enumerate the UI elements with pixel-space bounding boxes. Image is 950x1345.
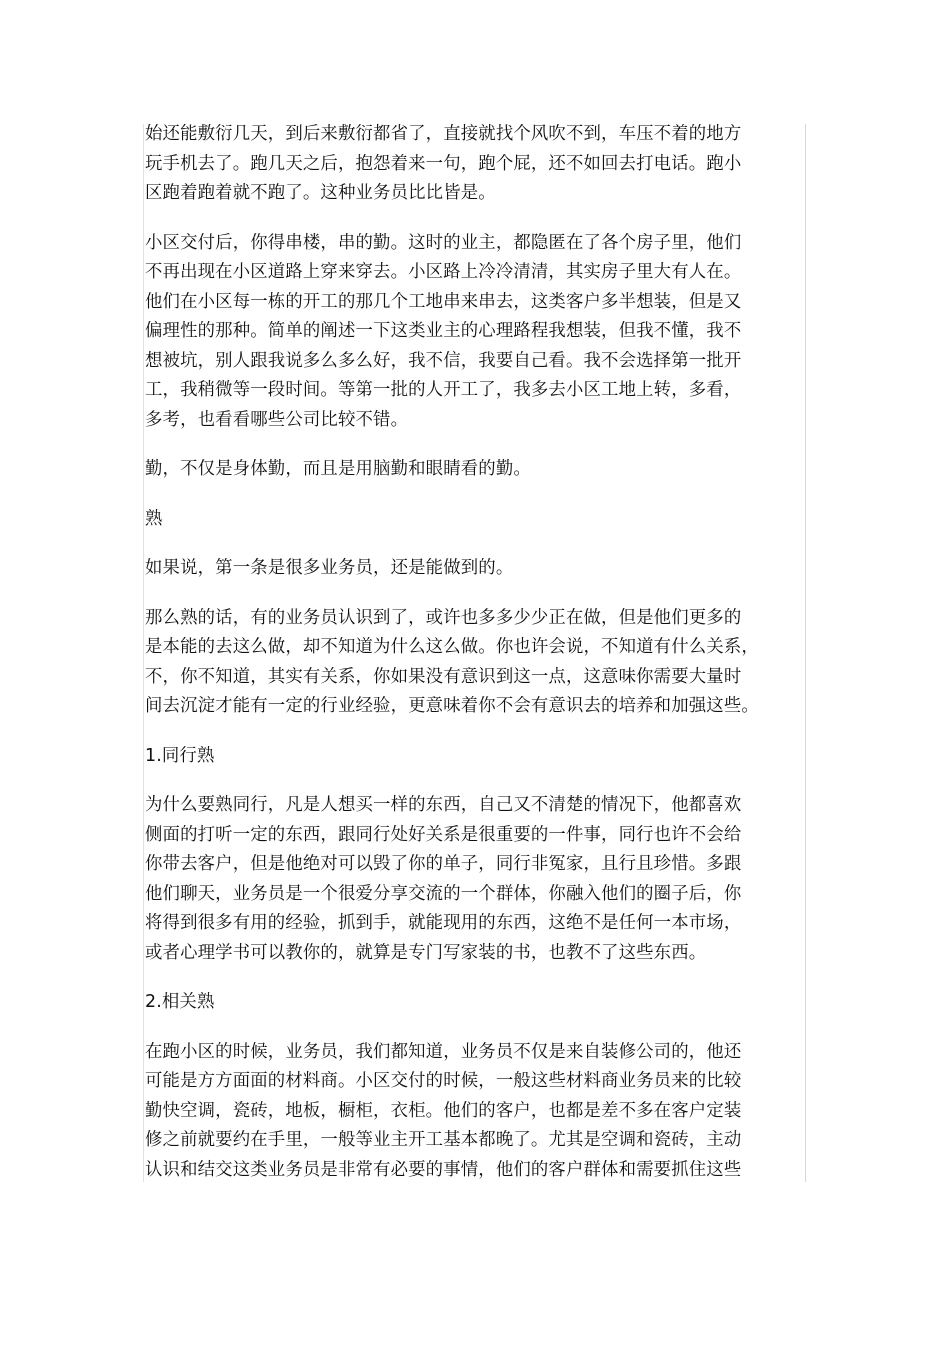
text-line: 侧面的打听一定的东西，跟同行处好关系是很重要的一件事，同行也许不会给	[145, 824, 742, 845]
text-line: 勤快空调，瓷砖，地板，橱柜，衣柜。他们的客户，也都是差不多在客户定装	[145, 1100, 742, 1121]
text-line: 间去沉淀才能有一定的行业经验，更意味着你不会有意识去的培养和加强这些。	[145, 696, 759, 716]
text-line: 勤，不仅是身体勤，而且是用脑勤和眼睛看的勤。	[145, 459, 531, 479]
paragraph	[145, 604, 777, 722]
right-margin-rule	[805, 124, 806, 1182]
text-line: 修之前就要约在手里，一般等业主开工基本都晚了。尤其是空调和瓷砖，主动	[145, 1130, 742, 1150]
text-line: 或者心理学书可以教你的，就算是专门写家装的书，也教不了这些东西。	[145, 942, 707, 963]
text-line: 他们在小区每一栋的开工的那几个工地串来串去，这类客户多半想装，但是又	[145, 291, 742, 312]
section-heading	[145, 988, 777, 1018]
paragraph	[145, 120, 777, 209]
text-line: 在跑小区的时候，业务员，我们都知道，业务员不仅是来自装修公司的，他还	[145, 1041, 742, 1062]
text-line: 那么熟的话，有的业务员认识到了，或许也多多少少正在做，但是他们更多的	[145, 607, 742, 628]
text-line: 偏理性的那种。简单的阐述一下这类业主的心理路程我想装，但我不懂，我不	[145, 321, 742, 341]
text-line: 为什么要熟同行，凡是人想买一样的东西，自己又不清楚的情况下，他都喜欢	[145, 795, 742, 815]
text-line: 想被坑，别人跟我说多么多么好，我不信，我要自己看。我不会选择第一批开	[145, 350, 742, 371]
text-line: 可能是方方面面的材料商。小区交付的时候，一般这些材料商业务员来的比较	[145, 1071, 742, 1091]
text-line: 将得到很多有用的经验，抓到手，就能现用的东西，这绝不是任何一本市场，	[145, 913, 742, 933]
text-line: 他们聊天，业务员是一个很爱分享交流的一个群体，你融入他们的圈子后，你	[145, 883, 742, 904]
section-heading	[145, 742, 777, 772]
text-line: 熟	[145, 508, 163, 529]
paragraph	[145, 229, 777, 436]
section-heading	[145, 505, 777, 535]
text-line: 2.相关熟	[145, 992, 215, 1012]
document-body	[145, 120, 777, 1205]
text-line: 是本能的去这么做，却不知道为什么这么做。你也许会说，不知道有什么关系，	[145, 637, 759, 657]
text-line: 如果说，第一条是很多业务员，还是能做到的。	[145, 558, 514, 578]
left-margin-rule	[143, 124, 144, 1182]
text-line: 多考，也看看哪些公司比较不错。	[145, 409, 409, 430]
text-line: 1.同行熟	[145, 745, 215, 766]
paragraph	[145, 554, 777, 584]
paragraph	[145, 1038, 777, 1186]
text-line: 你带去客户，但是他绝对可以毁了你的单子，同行非冤家，且行且珍惜。多跟	[145, 854, 742, 874]
text-line: 玩手机去了。跑几天之后，抱怨着来一句，跑个屁，还不如回去打电话。跑小	[145, 153, 742, 174]
paragraph	[145, 455, 777, 485]
text-line: 不再出现在小区道路上穿来穿去。小区路上冷冷清清，其实房子里大有人在。	[145, 262, 742, 282]
text-line: 始还能敷衍几天，到后来敷衍都省了，直接就找个风吹不到，车压不着的地方	[145, 124, 742, 144]
text-line: 区跑着跑着就不跑了。这种业务员比比皆是。	[145, 183, 496, 203]
text-line: 认识和结交这类业务员是非常有必要的事情，他们的客户群体和需要抓住这些	[145, 1159, 742, 1180]
text-line: 工，我稍微等一段时间。等第一批的人开工了，我多去小区工地上转，多看，	[145, 380, 742, 400]
text-line: 不，你不知道，其实有关系，你如果没有意识到这一点，这意味你需要大量时	[145, 666, 742, 687]
paragraph	[145, 791, 777, 968]
text-line: 小区交付后，你得串楼，串的勤。这时的业主，都隐匿在了各个房子里，他们	[145, 232, 742, 253]
